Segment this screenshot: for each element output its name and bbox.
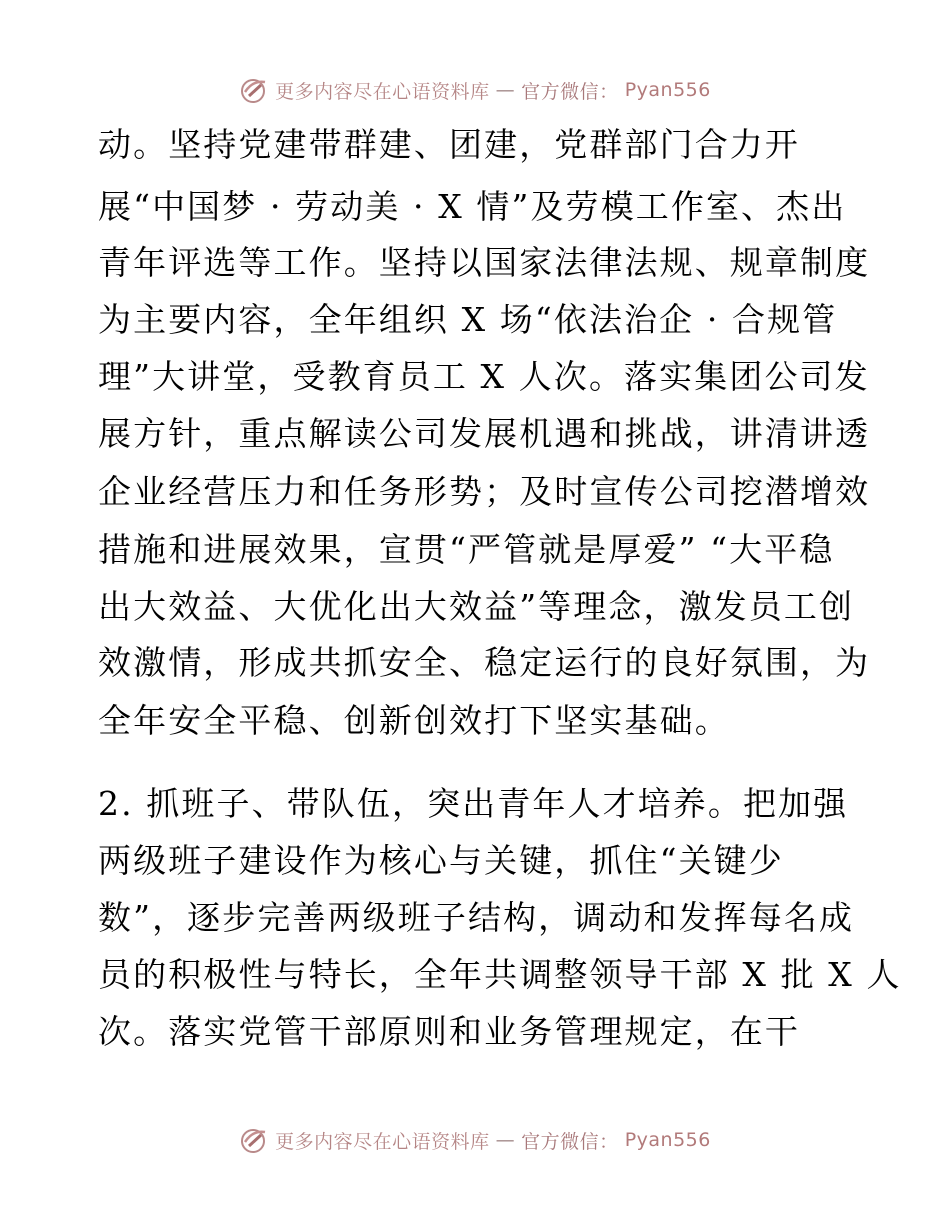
watermark-dash: — [495, 79, 516, 101]
watermark-brand-text: 更多内容尽在心语资料库 [275, 1130, 490, 1153]
watermark-wechat-id: Pyan556 [624, 1129, 711, 1151]
body-line: 次。落实党管干部原则和业务管理规定，在干 [98, 1012, 800, 1051]
body-line: 2. 抓班子、带队伍，突出青年人才培养。把加强 [98, 784, 849, 823]
body-line: 展方针，重点解读公司发展机遇和挑战，讲清讲透 [98, 414, 871, 453]
watermark-logo-icon [239, 1126, 269, 1154]
body-line: 效激情，形成共抓安全、稳定运行的良好氛围，为 [98, 643, 871, 682]
watermark-logo-icon [239, 76, 269, 104]
body-line: 员的积极性与特长，全年共调整领导干部 X 批 X 人 [98, 955, 902, 994]
body-line: 展“中国梦 · 劳动美 · X 情”及劳模工作室、杰出 [98, 187, 847, 226]
body-line: 出大效益、大优化出大效益”等理念，激发员工创 [98, 587, 855, 626]
body-line: 措施和进展效果，宣贯“严管就是厚爱” “大平稳 [98, 530, 835, 569]
body-line: 全年安全平稳、创新创效打下坚实基础。 [98, 701, 730, 740]
body-line: 动。坚持党建带群建、团建，党群部门合力开 [98, 125, 800, 164]
body-line: 理”大讲堂，受教育员工 X 人次。落实集团公司发 [98, 357, 870, 396]
header-watermark [0, 76, 950, 104]
body-line: 青年评选等工作。坚持以国家法律法规、规章制度 [98, 243, 871, 282]
footer-watermark [0, 1126, 950, 1154]
watermark-wechat-label: 官方微信： [521, 80, 619, 103]
watermark-brand-text: 更多内容尽在心语资料库 [275, 80, 490, 103]
watermark-wechat-label: 官方微信： [521, 1130, 619, 1153]
watermark-dash: — [495, 1129, 516, 1151]
watermark-wechat-id: Pyan556 [624, 79, 711, 101]
body-line: 数”，逐步完善两级班子结构，调动和发挥每名成 [98, 898, 855, 937]
body-line: 企业经营压力和任务形势；及时宣传公司挖潜增效 [98, 472, 871, 511]
body-line: 为主要内容，全年组织 X 场“依法治企 · 合规管 [98, 300, 838, 339]
body-line: 两级班子建设作为核心与关键，抓住“关键少 [98, 841, 784, 880]
